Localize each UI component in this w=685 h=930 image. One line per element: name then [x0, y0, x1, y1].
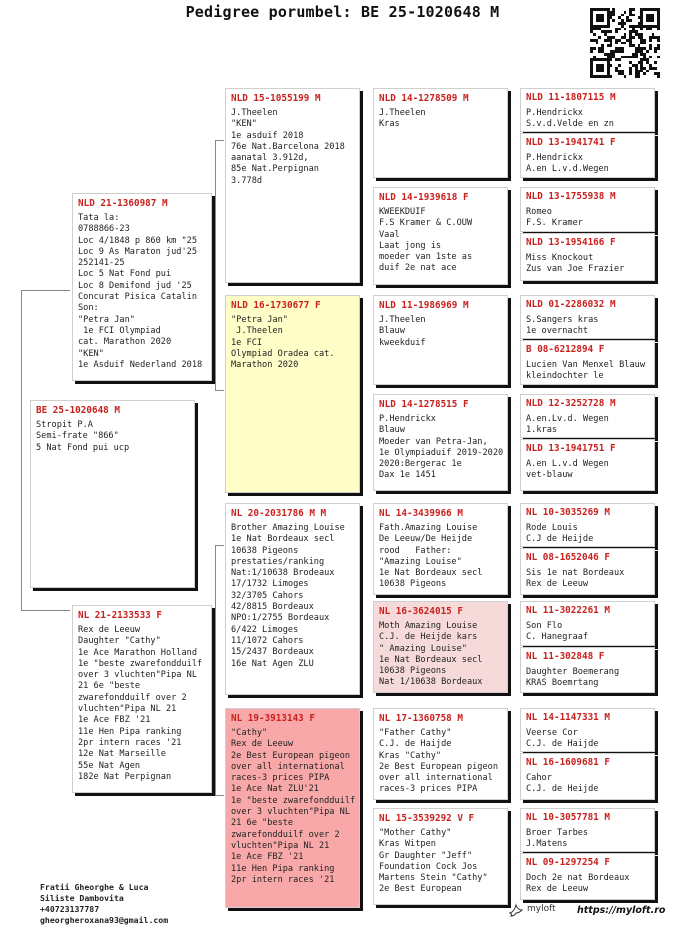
pigeon-notes: S.Sangers kras 1e overnacht — [526, 315, 599, 337]
ring-number: NLD 13-1755938 M — [526, 191, 616, 202]
ring-number: NLD 13-1941741 F — [526, 137, 616, 148]
gen5-card[interactable] — [520, 753, 655, 800]
pigeon-notes: Rex de Leeuw Daughter "Cathy" 1e Ace Marathon Holland 1e "beste zwarefondduilf over 3 vluchten"Pipa NL 21 6e "beste zwarefondduilf over 2 vluchten"Pipa NL 21 1e Ace FBZ '21 11e Hen Pipa ranking 2pr intern races '21 12e Nat Marseille 55e Nat Agen 182e Nat Perpignan — [78, 625, 203, 782]
ring-number: NL 11-302848 F — [526, 651, 605, 662]
gen5-card[interactable] — [520, 708, 655, 752]
pigeon-notes: P.Hendrickx S.v.d.Velde en zn — [526, 108, 614, 130]
ring-number: NL 14-3439966 M — [379, 508, 463, 519]
ring-number: NL 09-1297254 F — [526, 857, 610, 868]
pigeon-notes: Doch 2e nat Bordeaux Rex de Leeuw — [526, 873, 630, 895]
pigeon-notes: J.Theelen "KEN" 1e asduif 2018 76e Nat.Barcelona 2018 aanatal 3.912d, 85e Nat.Perpignan 3.778d — [231, 108, 345, 186]
pigeon-notes: Miss Knockout Zus van Joe Frazier — [526, 253, 625, 275]
connector-line — [215, 140, 224, 141]
pigeon-notes: P.Hendrickx A.en L.v.d.Wegen — [526, 153, 609, 175]
pigeon-notes: KWEEKDUIF F.S Kramer & C.OUW Vaal Laat jong is moeder van 1ste as duif 2e nat ace — [379, 207, 473, 274]
owner-email[interactable]: gheorgheroxana93@gmail.com — [40, 915, 169, 925]
connector-line — [215, 390, 224, 391]
ring-number: NL 10-3057781 M — [526, 812, 610, 823]
pigeon-notes: Fath.Amazing Louise De Leeuw/De Heijde rood Father: "Amazing Louise" 1e Nat Bordeaux secl 10638 Pigeons — [379, 523, 483, 590]
owner-name: Fratii Gheorghe & Luca — [40, 882, 149, 892]
ring-number: BE 25-1020648 M — [36, 405, 120, 416]
pigeon-notes: J.Theelen Kras — [379, 108, 426, 130]
sire-card[interactable] — [72, 193, 212, 381]
pigeon-notes: P.Hendrickx Blauw Moeder van Petra-Jan, 1e Olympiaduif 2019-2020 2020:Bergerac 1e Dax 1e 1451 — [379, 414, 504, 481]
ring-number: NLD 16-1730677 F — [231, 300, 321, 311]
dove-logo-icon — [508, 902, 524, 918]
connector-line — [215, 545, 216, 795]
gen4-card[interactable] — [373, 708, 508, 800]
ring-number: NLD 14-1278509 M — [379, 93, 469, 104]
gen5-card[interactable] — [520, 233, 655, 281]
pigeon-notes: Rode Louis C.J de Heijde — [526, 523, 594, 545]
pigeon-notes: A.en L.v.d Wegen vet-blauw — [526, 459, 609, 481]
ring-number: NL 08-1652046 F — [526, 552, 610, 563]
connector-line — [215, 545, 224, 546]
gen5-card[interactable] — [520, 340, 655, 385]
ring-number: NLD 13-1954166 F — [526, 237, 616, 248]
pigeon-notes: A.en.Lv.d. Wegen 1.kras — [526, 414, 609, 436]
ring-number: NLD 21-1360987 M — [78, 198, 168, 209]
ring-number: NL 20-2031786 M M — [231, 508, 327, 519]
ring-number: NL 21-2133533 F — [78, 610, 162, 621]
gen5-card[interactable] — [520, 601, 655, 646]
ring-number: B 08-6212894 F — [526, 344, 605, 355]
gen3-card[interactable] — [225, 88, 360, 283]
gen5-card[interactable] — [520, 295, 655, 339]
pigeon-notes: J.Theelen Blauw kweekduif — [379, 315, 426, 348]
pigeon-notes: Son Flo C. Hanegraaf — [526, 621, 589, 643]
ring-number: NL 16-1609681 F — [526, 757, 610, 768]
ring-number: NLD 15-1055199 M — [231, 93, 321, 104]
connector-line — [21, 290, 70, 291]
pigeon-notes: Moth Amazing Louise C.J. de Heijde kars " Amazing Louise" 1e Nat Bordeaux secl 10638 Pigeons Nat 1/10638 Bordeaux — [379, 621, 483, 688]
pigeon-notes: "Father Cathy" C.J. de Haijde Kras "Cathy" 2e Best European pigeon over all international races-3 prices PIPA — [379, 728, 498, 795]
gen5-card[interactable] — [520, 808, 655, 852]
website-link[interactable]: https://myloft.ro — [577, 905, 666, 916]
ring-number: NLD 11-1807115 M — [526, 92, 616, 103]
connector-line — [215, 795, 224, 796]
gen5-card[interactable] — [520, 187, 655, 232]
pigeon-notes: Lucien Van Menxel Blauw kleindochter le — [526, 360, 645, 382]
ring-number: NL 11-3022261 M — [526, 605, 610, 616]
gen5-card[interactable] — [520, 394, 655, 438]
dam-card[interactable] — [72, 605, 212, 793]
gen4-card[interactable] — [373, 503, 508, 595]
gen5-card[interactable] — [520, 647, 655, 693]
owner-phone[interactable]: +40723137787 — [40, 904, 100, 914]
page-title: Pedigree porumbel: BE 25-1020648 M — [185, 3, 500, 21]
gen5-card[interactable] — [520, 548, 655, 595]
ring-number: NL 15-3539292 V F — [379, 813, 475, 824]
gen4-card[interactable] — [373, 808, 508, 905]
gen3-card[interactable] — [225, 295, 360, 493]
ring-number: NLD 11-1986969 M — [379, 300, 469, 311]
ring-number: NL 14-1147331 M — [526, 712, 610, 723]
pigeon-notes: Veerse Cor C.J. de Haijde — [526, 728, 599, 750]
qr-code — [590, 8, 660, 78]
gen4-card[interactable] — [373, 187, 508, 285]
ring-number: NL 10-3035269 M — [526, 507, 610, 518]
connector-line — [215, 140, 216, 390]
subject-card[interactable] — [30, 400, 195, 588]
gen4-card[interactable] — [373, 394, 508, 491]
gen5-card[interactable] — [520, 503, 655, 547]
pigeon-notes: Cahor C.J. de Heijde — [526, 773, 599, 795]
gen3-card[interactable] — [225, 503, 360, 695]
pigeon-notes: Tata la: 0788866-23 Loc 4/1848 p 860 km "25 Loc 9 As Maraton jud'25 252141-25 Loc 5 Nat Fond pui Loc 8 Demifond jud '25 Concurat Pisica Catalin Son: "Petra Jan" 1e FCI Olympiad cat. Marathon 2020 "KEN" 1e Asduif Nederland 2018 — [78, 213, 203, 370]
pigeon-notes: Brother Amazing Louise 1e Nat Bordeaux secl 10638 Pigeons prestaties/ranking Nat:1/10638 Brodeaux 17/1732 Limoges 32/3705 Cahors 42/8815 Bordeaux NPO:1/2755 Bordeaux 6/422 Limoges 11/1072 Cahors 15/2437 Bordeaux 16e Nat Agen ZLU — [231, 523, 345, 669]
ring-number: NLD 14-1278515 F — [379, 399, 469, 410]
gen5-card[interactable] — [520, 439, 655, 491]
ring-number: NL 19-3913143 F — [231, 713, 315, 724]
ring-number: NL 17-1360758 M — [379, 713, 463, 724]
gen5-card[interactable] — [520, 853, 655, 900]
ring-number: NLD 14-1939618 F — [379, 192, 469, 203]
pigeon-notes: "Mother Cathy" Kras Witpen Gr Daughter "Jeff" Foundation Cock Jos Martens Stein "Cathy" 2e Best European — [379, 828, 488, 895]
ring-number: NL 16-3624015 F — [379, 606, 463, 617]
gen4-card[interactable] — [373, 295, 508, 385]
pigeon-notes: Sis 1e nat Bordeaux Rex de Leeuw — [526, 568, 625, 590]
connector-line — [21, 290, 22, 610]
pigeon-notes: Stropit P.A Semi-frate "866" 5 Nat Fond pui ucp — [36, 420, 130, 453]
pigeon-notes: Broer Tarbes J.Matens — [526, 828, 589, 850]
gen4-card[interactable] — [373, 88, 508, 178]
connector-line — [21, 610, 70, 611]
pigeon-notes: "Cathy" Rex de Leeuw 2e Best European pigeon over all international races-3 prices PIPA 1e Ace Nat ZLU'21 1e "beste zwarefondduilf over 3 vluchten"Pipa NL 21 6e "beste zwarefondduilf over 2 vluchten"Pipa NL 21 1e Ace FBZ '21 11e Hen Pipa ranking 2pr intern races '21 — [231, 728, 356, 885]
owner-contact — [40, 882, 168, 926]
gen5-card[interactable] — [520, 133, 655, 178]
gen5-card[interactable] — [520, 88, 655, 132]
pigeon-notes: "Petra Jan" J.Theelen 1e FCI Olympiad Oradea cat. Marathon 2020 — [231, 315, 335, 371]
owner-location: Siliste Dambovita — [40, 893, 124, 903]
pigeon-notes: Romeo F.S. Kramer — [526, 207, 583, 229]
pigeon-notes: Daughter Boemerang KRAS Boemrtang — [526, 667, 620, 689]
ring-number: NLD 12-3252728 M — [526, 398, 616, 409]
gen3-card[interactable] — [225, 708, 360, 908]
ring-number: NLD 13-1941751 F — [526, 443, 616, 454]
brand-name: myloft — [527, 904, 556, 914]
ring-number: NLD 01-2286032 M — [526, 299, 616, 310]
gen4-card[interactable] — [373, 601, 508, 693]
